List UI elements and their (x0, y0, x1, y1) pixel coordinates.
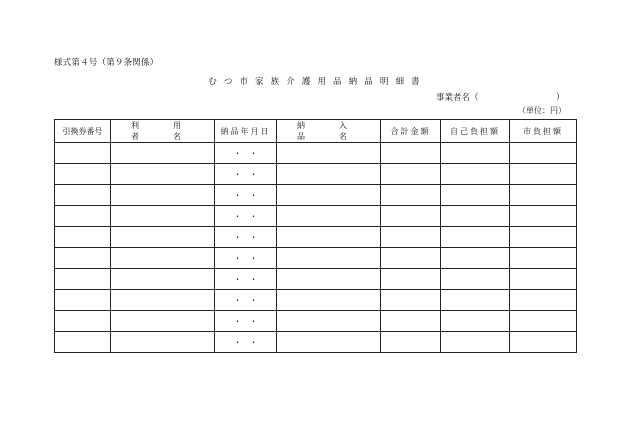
cell-voucher-number (55, 227, 111, 248)
cell-total-amount (381, 206, 441, 227)
table-row (55, 269, 577, 290)
cell-delivery-date: ・ ・ (215, 269, 277, 290)
cell-city-pay-amount (510, 311, 577, 332)
cell-total-amount (381, 248, 441, 269)
cell-self-pay-amount (441, 164, 510, 185)
cell-delivery-date: ・ ・ (215, 311, 277, 332)
cell-voucher-number (55, 311, 111, 332)
cell-item-name (277, 227, 381, 248)
unit-label: （単位：円） (518, 106, 566, 115)
business-name-close: ） (556, 93, 565, 103)
cell-delivery-date: ・ ・ (215, 290, 277, 311)
cell-city-pay-amount (510, 248, 577, 269)
table-row (55, 227, 577, 248)
cell-voucher-number (55, 269, 111, 290)
cell-city-pay-amount (510, 227, 577, 248)
cell-total-amount (381, 164, 441, 185)
cell-delivery-date: ・ ・ (215, 227, 277, 248)
cell-delivery-date: ・ ・ (215, 143, 277, 164)
cell-item-name (277, 269, 381, 290)
cell-city-pay-amount (510, 290, 577, 311)
form-number-label: 様式第４号（第９条関係） (54, 58, 159, 68)
cell-voucher-number (55, 185, 111, 206)
cell-item-name (277, 248, 381, 269)
cell-city-pay-amount (510, 332, 577, 353)
cell-self-pay-amount (441, 227, 510, 248)
header-user-name: 利 用 者 名 (111, 120, 215, 143)
cell-self-pay-amount (441, 332, 510, 353)
cell-delivery-date: ・ ・ (215, 185, 277, 206)
cell-delivery-date: ・ ・ (215, 248, 277, 269)
business-name-field (436, 91, 565, 103)
cell-voucher-number (55, 143, 111, 164)
cell-item-name (277, 311, 381, 332)
cell-delivery-date: ・ ・ (215, 332, 277, 353)
delivery-detail-table (54, 119, 577, 353)
cell-self-pay-amount (441, 143, 510, 164)
cell-self-pay-amount (441, 206, 510, 227)
cell-total-amount (381, 332, 441, 353)
cell-total-amount (381, 269, 441, 290)
header-city-pay-amount: 市負担額 (510, 120, 577, 143)
header-delivery-date: 納品年月日 (215, 120, 277, 143)
cell-item-name (277, 143, 381, 164)
cell-city-pay-amount (510, 206, 577, 227)
table-row (55, 248, 577, 269)
header-item-name: 納 入 品 名 (277, 120, 381, 143)
cell-item-name (277, 164, 381, 185)
cell-self-pay-amount (441, 269, 510, 290)
cell-self-pay-amount (441, 248, 510, 269)
header-total-amount: 合計金額 (381, 120, 441, 143)
header-self-pay-amount: 自己負担額 (441, 120, 510, 143)
cell-total-amount (381, 227, 441, 248)
header-voucher-number: 引換券番号 (55, 120, 111, 143)
document-title: む つ 市 家 族 介 護 用 品 納 品 明 細 書 (208, 77, 422, 87)
table-row (55, 332, 577, 353)
cell-user-name (111, 185, 215, 206)
cell-user-name (111, 269, 215, 290)
table-row (55, 185, 577, 206)
cell-total-amount (381, 290, 441, 311)
cell-user-name (111, 332, 215, 353)
cell-voucher-number (55, 290, 111, 311)
cell-user-name (111, 206, 215, 227)
cell-self-pay-amount (441, 311, 510, 332)
cell-item-name (277, 290, 381, 311)
cell-city-pay-amount (510, 164, 577, 185)
cell-user-name (111, 311, 215, 332)
table-row (55, 206, 577, 227)
cell-delivery-date: ・ ・ (215, 206, 277, 227)
cell-user-name (111, 143, 215, 164)
table-body (55, 143, 577, 353)
business-name-label: 事業者名（ (436, 93, 479, 103)
table-row (55, 290, 577, 311)
cell-item-name (277, 185, 381, 206)
table-row (55, 143, 577, 164)
table-row (55, 164, 577, 185)
cell-delivery-date: ・ ・ (215, 164, 277, 185)
cell-city-pay-amount (510, 185, 577, 206)
cell-user-name (111, 164, 215, 185)
cell-user-name (111, 290, 215, 311)
cell-city-pay-amount (510, 269, 577, 290)
cell-total-amount (381, 185, 441, 206)
cell-voucher-number (55, 206, 111, 227)
table-header-row (55, 120, 577, 143)
table-row (55, 311, 577, 332)
cell-voucher-number (55, 248, 111, 269)
cell-voucher-number (55, 332, 111, 353)
cell-voucher-number (55, 164, 111, 185)
cell-user-name (111, 227, 215, 248)
cell-total-amount (381, 143, 441, 164)
cell-total-amount (381, 311, 441, 332)
cell-self-pay-amount (441, 290, 510, 311)
cell-user-name (111, 248, 215, 269)
cell-item-name (277, 332, 381, 353)
cell-item-name (277, 206, 381, 227)
cell-self-pay-amount (441, 185, 510, 206)
cell-city-pay-amount (510, 143, 577, 164)
